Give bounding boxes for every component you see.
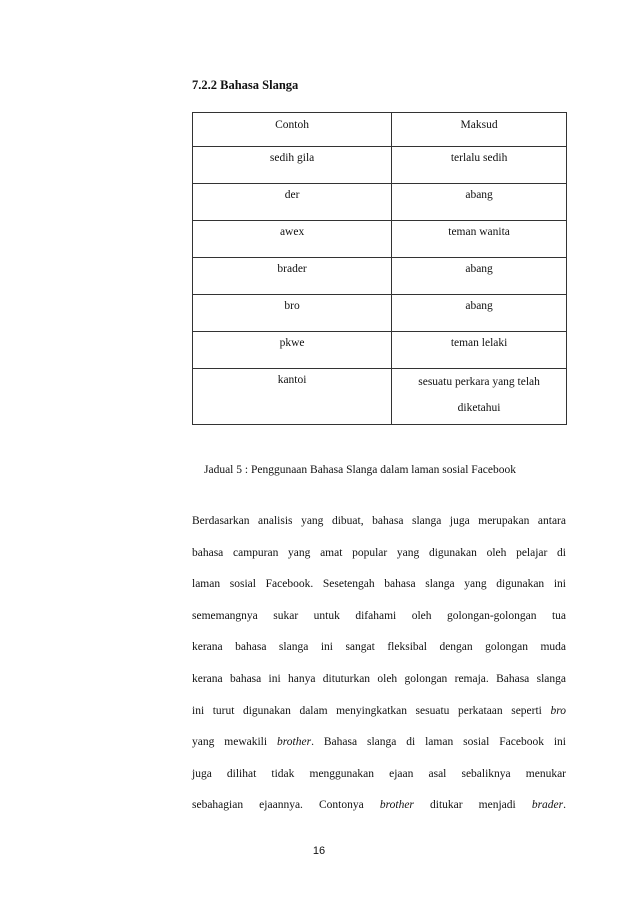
cell-contoh: sedih gila bbox=[193, 147, 392, 184]
paragraph-line: bahasa campuran yang amat popular yang digunakan oleh pelajar di bbox=[192, 546, 566, 559]
table-header-row bbox=[193, 113, 567, 147]
cell-contoh: kantoi bbox=[193, 369, 392, 425]
cell-contoh: der bbox=[193, 184, 392, 221]
paragraph-line: juga dilihat tidak menggunakan ejaan asal sebaliknya menukar bbox=[192, 767, 566, 780]
table-row bbox=[193, 369, 567, 425]
paragraph-line: sememangnya sukar untuk difahami oleh golongan-golongan tua bbox=[192, 609, 566, 622]
cell-maksud: teman lelaki bbox=[392, 332, 567, 369]
cell-maksud: terlalu sedih bbox=[392, 147, 567, 184]
slang-table bbox=[192, 112, 567, 425]
page-number: 16 bbox=[312, 845, 326, 857]
table-row bbox=[193, 295, 567, 332]
header-maksud: Maksud bbox=[392, 113, 567, 147]
cell-contoh: bro bbox=[193, 295, 392, 332]
cell-contoh: brader bbox=[193, 258, 392, 295]
cell-contoh: awex bbox=[193, 221, 392, 258]
cell-maksud: abang bbox=[392, 258, 567, 295]
table-row bbox=[193, 332, 567, 369]
section-heading: 7.2.2 Bahasa Slanga bbox=[192, 78, 299, 92]
cell-contoh: pkwe bbox=[193, 332, 392, 369]
table-caption: Jadual 5 : Penggunaan Bahasa Slanga dalam laman sosial Facebook bbox=[204, 464, 517, 476]
paragraph-line: Berdasarkan analisis yang dibuat, bahasa slanga juga merupakan antara bbox=[192, 515, 566, 527]
paragraph-line: laman sosial Facebook. Sesetengah bahasa slanga yang digunakan ini bbox=[192, 578, 566, 591]
cell-maksud: teman wanita bbox=[392, 221, 567, 258]
table-row bbox=[193, 147, 567, 184]
cell-maksud: abang bbox=[392, 295, 567, 332]
cell-maksud bbox=[392, 369, 567, 425]
cell-maksud-text: sesuatu perkara yang telah diketahui bbox=[418, 376, 540, 414]
header-contoh: Contoh bbox=[193, 113, 392, 147]
paragraph-line: ini turut digunakan dalam menyingkatkan sesuatu perkataan seperti bro bbox=[192, 704, 566, 717]
paragraph-line: yang mewakili brother. Bahasa slanga di laman sosial Facebook ini bbox=[192, 736, 566, 749]
cell-maksud: abang bbox=[392, 184, 567, 221]
table-row bbox=[193, 258, 567, 295]
paragraph-line: kerana bahasa ini hanya dituturkan oleh golongan remaja. Bahasa slanga bbox=[192, 672, 566, 685]
body-paragraph bbox=[192, 506, 566, 822]
paragraph-line: kerana bahasa slanga ini sangat fleksibal dengan golongan muda bbox=[192, 641, 566, 654]
table-row bbox=[193, 184, 567, 221]
paragraph-line: sebahagian ejaannya. Contonya brother ditukar menjadi brader. bbox=[192, 799, 566, 812]
table-row bbox=[193, 221, 567, 258]
